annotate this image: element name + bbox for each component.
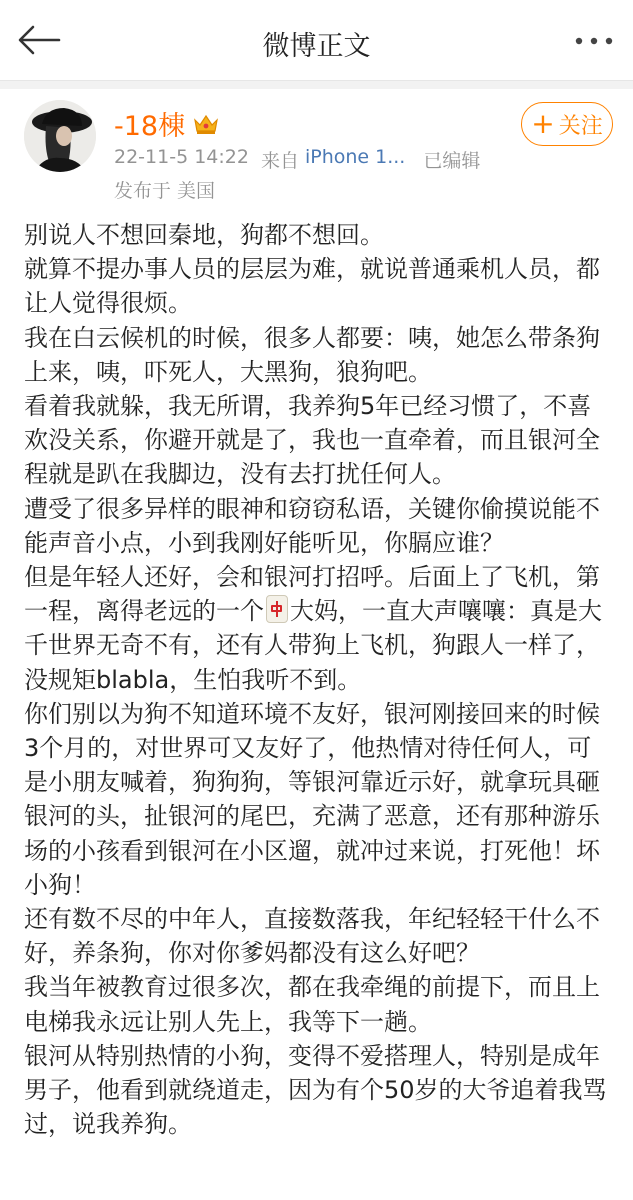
avatar-image [24,100,96,172]
post-paragraph: 我在白云候机的时候，很多人都要：咦，她怎么带条狗上来，咦，吓死人，大黑狗，狼狗吧。 [24,323,600,386]
post-paragraph: 看着我就躲，我无所谓，我养狗5年已经习惯了，不喜欢没关系，你避开就是了，我也一直牵着，而且银河全程就是趴在我脚边，没有去打扰任何人。 [24,392,600,489]
post-text: 大妈，一直大声嚷嚷：真是大千世界无奇不有，还有人带狗上飞机，狗跟人一样了，没规矩blabla，生怕我听不到。 [24,597,602,694]
post-paragraph: 遭受了很多异样的眼神和窃窃私语，关键你偷摸说能不能声音小点，小到我刚好能听见，你膈应谁？ [24,494,600,557]
page-title: 微博正文 [262,31,371,62]
post-content [24,218,614,1141]
section-divider [0,81,633,89]
post-paragraph: 我当年被教育过很多次，都在我牵绳的前提下，而且上电梯我永远让别人先上，我等下一趟。 [24,973,600,1036]
follow-button[interactable] [521,102,613,146]
post-paragraph-with-emoji [24,560,614,697]
author-row [114,104,219,143]
post-paragraph: 还有数不尽的中年人，直接数落我，年纪轻轻干什么不好，养条狗，你对你爹妈都没有这么好吧？ [24,905,600,968]
edited-label[interactable]: 已编辑 [423,150,481,172]
post-paragraph: 别说人不想回秦地，狗都不想回。 [24,221,384,249]
avatar[interactable] [24,100,96,172]
more-dots-icon [572,36,616,46]
more-button[interactable] [569,26,619,56]
post-paragraph: 你们别以为狗不知道环境不友好，银河刚接回来的时候3个月的，对世界可又友好了，他热情对待任何人，可是小朋友喊着，狗狗狗，等银河靠近示好，就拿玩具砸银河的头，扯银河的尾巴，充满了恶意，还有那种游乐场的小孩看到银河在小区遛，就冲过来说，打死他！坏小狗！ [24,699,600,899]
top-nav-bar [0,0,633,81]
plus-icon: + [531,107,555,140]
follow-label: 关注 [558,113,603,139]
post-time: 22-11-5 14:22 [114,146,249,168]
post-text: 但是年轻人还好，会和银河打招呼。后面上了飞机，第一程，离得老远的一个 [24,563,600,626]
source-prefix: 来自 [260,150,299,172]
post-location: 发布于 美国 [114,180,216,202]
post-paragraph: 银河从特别热情的小狗，变得不爱搭理人，特别是成年男子，他看到就绕道走，因为有个50岁的大爷追着我骂过，说我养狗。 [24,1041,607,1139]
source-link[interactable]: iPhone 1... [304,146,406,168]
post-meta [114,146,480,173]
mahjong-red-dragon-icon [266,595,288,623]
crown-icon[interactable] [193,112,219,136]
author-name[interactable]: -18棟 [114,111,186,142]
post-paragraph: 就算不提办事人员的层层为难，就说普通乘机人员，都让人觉得很烦。 [24,255,600,318]
